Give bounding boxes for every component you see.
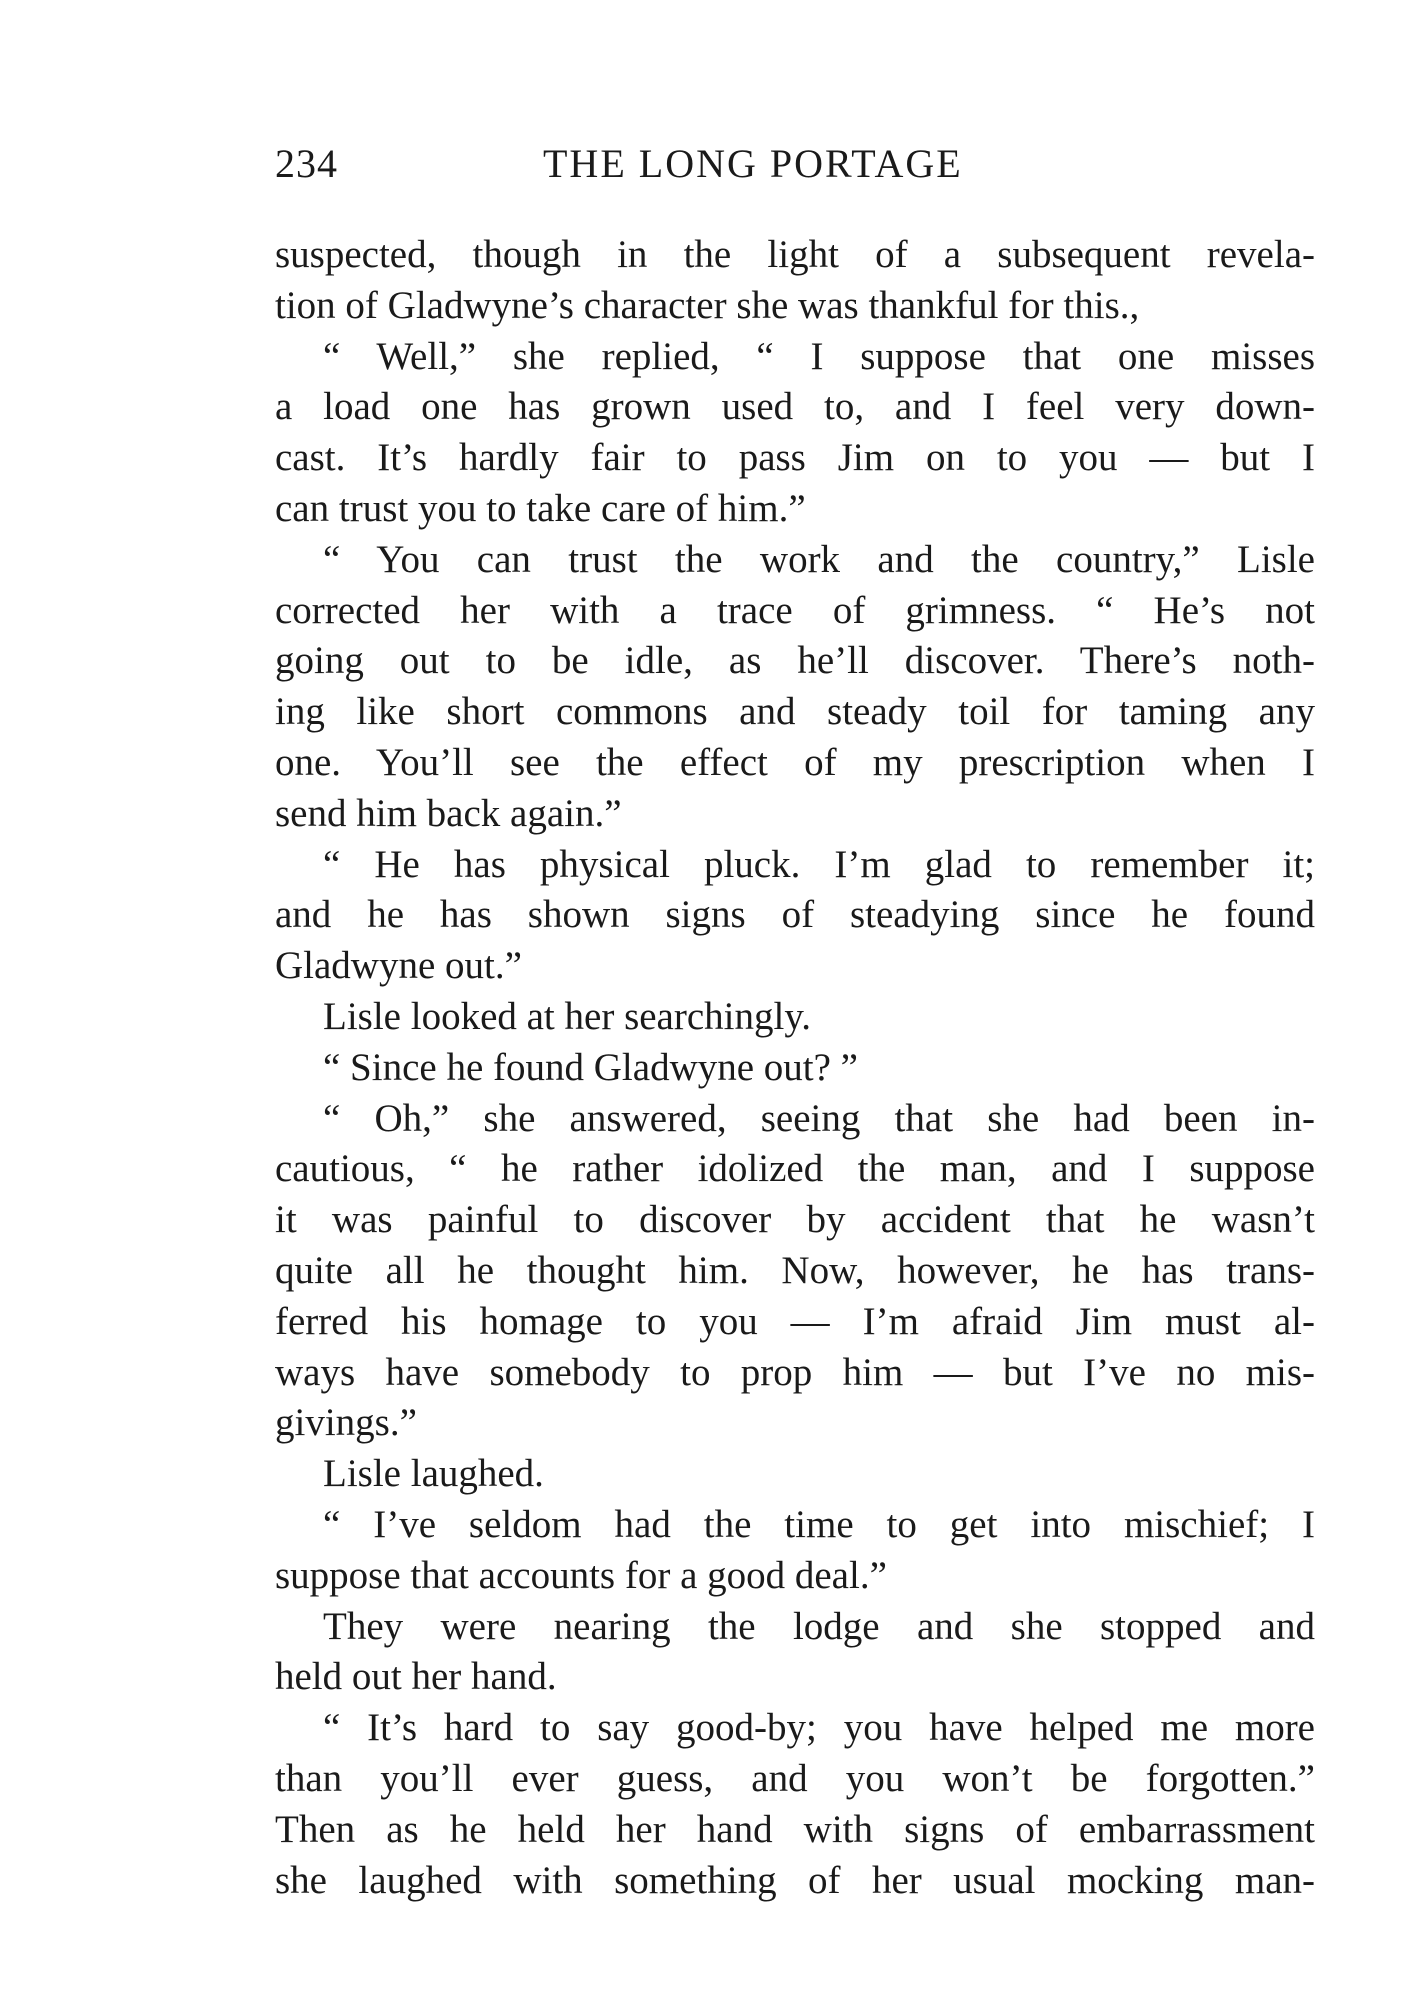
text-line: “ He has physical pluck. I’m glad to remember it; [323,842,1315,886]
text-line: quite all he thought him. Now, however, he has trans- [275,1248,1315,1292]
text-line: Gladwyne out.” [275,944,522,988]
text-line: ing like short commons and steady toil for taming any [275,690,1315,734]
text-line: than you’ll ever guess, and you won’t be forgotten.” [275,1756,1315,1800]
text-line: Lisle laughed. [323,1452,544,1496]
text-line: she laughed with something of her usual mocking man- [275,1858,1315,1902]
text-line: cautious, “ he rather idolized the man, and I suppose [275,1147,1315,1191]
text-line: “ Well,” she replied, “ I suppose that one misses [323,334,1315,378]
text-line: corrected her with a trace of grimness. “ He’s not [275,588,1315,632]
text-line: held out her hand. [275,1655,557,1699]
text-line: going out to be idle, as he’ll discover. There’s noth- [275,639,1315,683]
text-line: can trust you to take care of him.” [275,486,806,530]
text-line: “ It’s hard to say good-by; you have helped me more [323,1706,1315,1750]
text-line: They were nearing the lodge and she stopped and [323,1604,1315,1648]
running-title: THE LONG PORTAGE [543,141,963,186]
text-line: Lisle looked at her searchingly. [323,994,812,1038]
text-line: “ Since he found Gladwyne out? ” [323,1045,858,1089]
page-number: 234 [275,141,338,186]
text-line: tion of Gladwyne’s character she was thankful for this., [275,283,1140,327]
text-line: ferred his homage to you — I’m afraid Jim must al- [275,1299,1315,1343]
text-line: givings.” [275,1401,417,1445]
text-line: a load one has grown used to, and I feel very down- [275,385,1315,429]
text-line: suspected, though in the light of a subsequent revela- [275,233,1315,276]
text-line: cast. It’s hardly fair to pass Jim on to you — but I [275,436,1315,480]
text-line: it was painful to discover by accident that he wasn’t [275,1198,1315,1242]
text-line: “ You can trust the work and the country,” Lisle [323,537,1315,581]
text-line: “ I’ve seldom had the time to get into mischief; I [323,1502,1315,1546]
text-line: one. You’ll see the effect of my prescription when I [275,740,1315,784]
text-line: and he has shown signs of steadying since he found [275,893,1315,937]
text-line: “ Oh,” she answered, seeing that she had been in- [323,1096,1315,1140]
text-line: suppose that accounts for a good deal.” [275,1553,887,1597]
body-text [275,230,1315,1906]
text-line: send him back again.” [275,791,622,835]
text-line: ways have somebody to prop him — but I’ve no mis- [275,1350,1315,1394]
running-head [275,140,1315,200]
text-line: Then as he held her hand with signs of embarrassment [275,1807,1315,1851]
